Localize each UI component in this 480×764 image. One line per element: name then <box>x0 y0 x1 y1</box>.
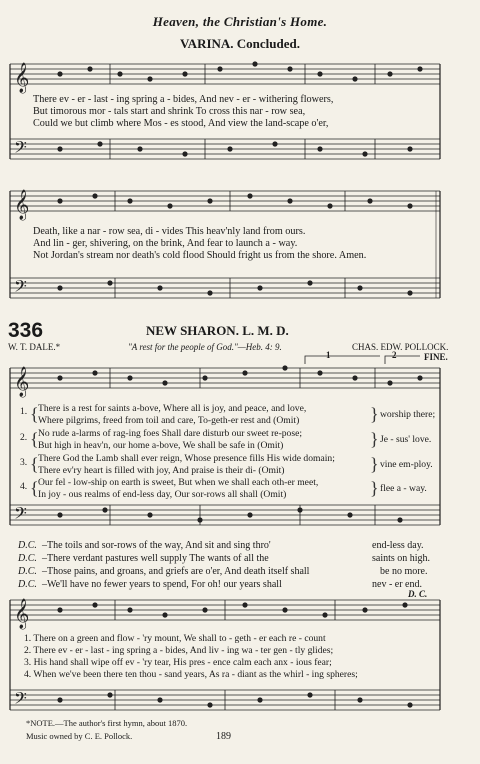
verse-line: Our fel - low-ship on earth is sweet, But when we shall each oth-er meet, <box>38 477 319 488</box>
page-header: Heaven, the Christian's Home. <box>152 14 328 29</box>
verse-number: 3. <box>20 457 28 468</box>
verse-line: Where pilgrims, freed from toil and care, To-geth-er rest and (Omit) <box>38 415 300 426</box>
verse-end: Je - sus' love. <box>380 434 432 445</box>
second-ending-label: 2 <box>392 350 397 360</box>
verse-line: No rude a-larms of rag-ing foes Shall dare disturb our sweet re-pose; <box>38 428 303 439</box>
verse-line: But high in heav'n, our home a-bove, We shall be safe in (Omit) <box>38 440 284 451</box>
varina-lyric-line: There ev - er - last - ing spring a - bides, And nev - er - withering flowers, <box>33 94 334 105</box>
dc-marker: D. C. <box>408 589 428 599</box>
verse-number: 1. <box>20 406 28 417</box>
brace-icon: } <box>370 454 379 474</box>
brace-icon: { <box>30 404 39 424</box>
brace-icon: } <box>370 429 379 449</box>
brace-icon: { <box>30 478 39 498</box>
svg-text:𝄢: 𝄢 <box>14 503 27 527</box>
verse-number: 4. <box>20 481 28 492</box>
svg-text:𝄞: 𝄞 <box>14 367 30 397</box>
chorus-line: 2. There ev - er - last - ing spring a - bides, And liv - ing wa - ter gen - tly glides; <box>24 645 334 656</box>
varina-lyric-line: Not Jordan's stream nor death's cold flood Should fright us from the shore. Amen. <box>33 250 367 261</box>
fine-marker: FINE. <box>424 352 448 362</box>
clefs <box>14 62 29 712</box>
svg-text:𝄞: 𝄞 <box>14 599 30 629</box>
varina-lyric-line: Death, like a nar - row sea, di - vides This heav'nly land from ours. <box>33 226 306 237</box>
chorus-line: 3. His hand shall wipe off ev - 'ry tear, His pres - ence calm each anx - ious fear; <box>24 657 332 668</box>
dc-end: end-less day. <box>372 540 424 551</box>
chorus-line: 1. There on a green and flow - 'ry mount, We shall to - geth - er each re - count <box>24 633 326 644</box>
first-ending-label: 1 <box>326 350 331 360</box>
svg-text:𝄢: 𝄢 <box>14 276 27 300</box>
verse-number: 2. <box>20 432 28 443</box>
chorus-line: 4. When we've been there ten thou - sand years, As ra - diant as the whirl - ing spheres; <box>24 669 358 680</box>
brace-icon: } <box>370 404 379 424</box>
lyricist: W. T. DALE.* <box>8 342 61 352</box>
verse-line: In joy - ous realms of end-less day, Our sor-rows all shall (Omit) <box>38 489 287 500</box>
verse-line: There God the Lamb shall ever reign, Whose presence fills His wide domain; <box>38 453 335 464</box>
brace-icon: { <box>30 429 39 449</box>
svg-text:𝄞: 𝄞 <box>14 190 30 220</box>
verse-end: vine em-ploy. <box>380 459 433 470</box>
music-ownership: Music owned by C. E. Pollock. <box>26 731 133 741</box>
note-heads <box>57 61 422 707</box>
verse-line: There ev'ry heart is filled with joy, And praise is their di- (Omit) <box>38 465 285 476</box>
dc-label: D.C. <box>18 553 37 564</box>
dc-label: D.C. <box>18 540 37 551</box>
verse-end: flee a - way. <box>380 483 427 494</box>
dc-text: –The toils and sor-rows of the way, And sit and sing thro' <box>42 540 271 551</box>
dc-label: D.C. <box>18 579 37 590</box>
dc-text: –We'll have no fewer years to spend, For oh! our years shall <box>42 579 282 590</box>
composer: CHAS. EDW. POLLOCK. <box>352 342 449 352</box>
svg-text:𝄞: 𝄞 <box>14 63 30 93</box>
dc-end: saints on high. <box>372 553 431 564</box>
dc-text: –Those pains, and groans, and griefs are o'er, And death itself shall <box>42 566 310 577</box>
dc-end: be no more. <box>380 566 428 577</box>
brace-icon: } <box>370 478 379 498</box>
dc-label: D.C. <box>18 566 37 577</box>
varina-lyric-line: But timorous mor - tals start and shrink To cross this nar - row sea, <box>33 106 306 117</box>
dc-text: –There verdant pastures well supply The wants of all the <box>42 553 269 564</box>
hymn-number: 336 <box>8 319 44 342</box>
scripture-reference: "A rest for the people of God."—Heb. 4: 9. <box>128 342 282 352</box>
svg-text:𝄢: 𝄢 <box>14 688 27 712</box>
footnote: *NOTE.—The author's first hymn, about 1870. <box>26 718 188 728</box>
verse-end: worship there; <box>380 409 436 420</box>
verse-line: There is a rest for saints a-bove, Where all is joy, and peace, and love, <box>38 403 307 414</box>
dc-end: nev - er end. <box>372 579 422 590</box>
tune-title-new-sharon: NEW SHARON. L. M. D. <box>146 323 289 338</box>
tune-title-varina: VARINA. Concluded. <box>179 36 301 51</box>
brace-icon: { <box>30 454 39 474</box>
varina-lyric-line: And lin - ger, shivering, on the brink, And fear to launch a - way. <box>33 238 298 249</box>
varina-lyric-line: Could we but climb where Mos - es stood, And view the land-scape o'er, <box>33 118 329 129</box>
svg-text:𝄢: 𝄢 <box>14 137 27 161</box>
bar-lines <box>110 64 420 710</box>
page-number: 189 <box>216 731 231 742</box>
